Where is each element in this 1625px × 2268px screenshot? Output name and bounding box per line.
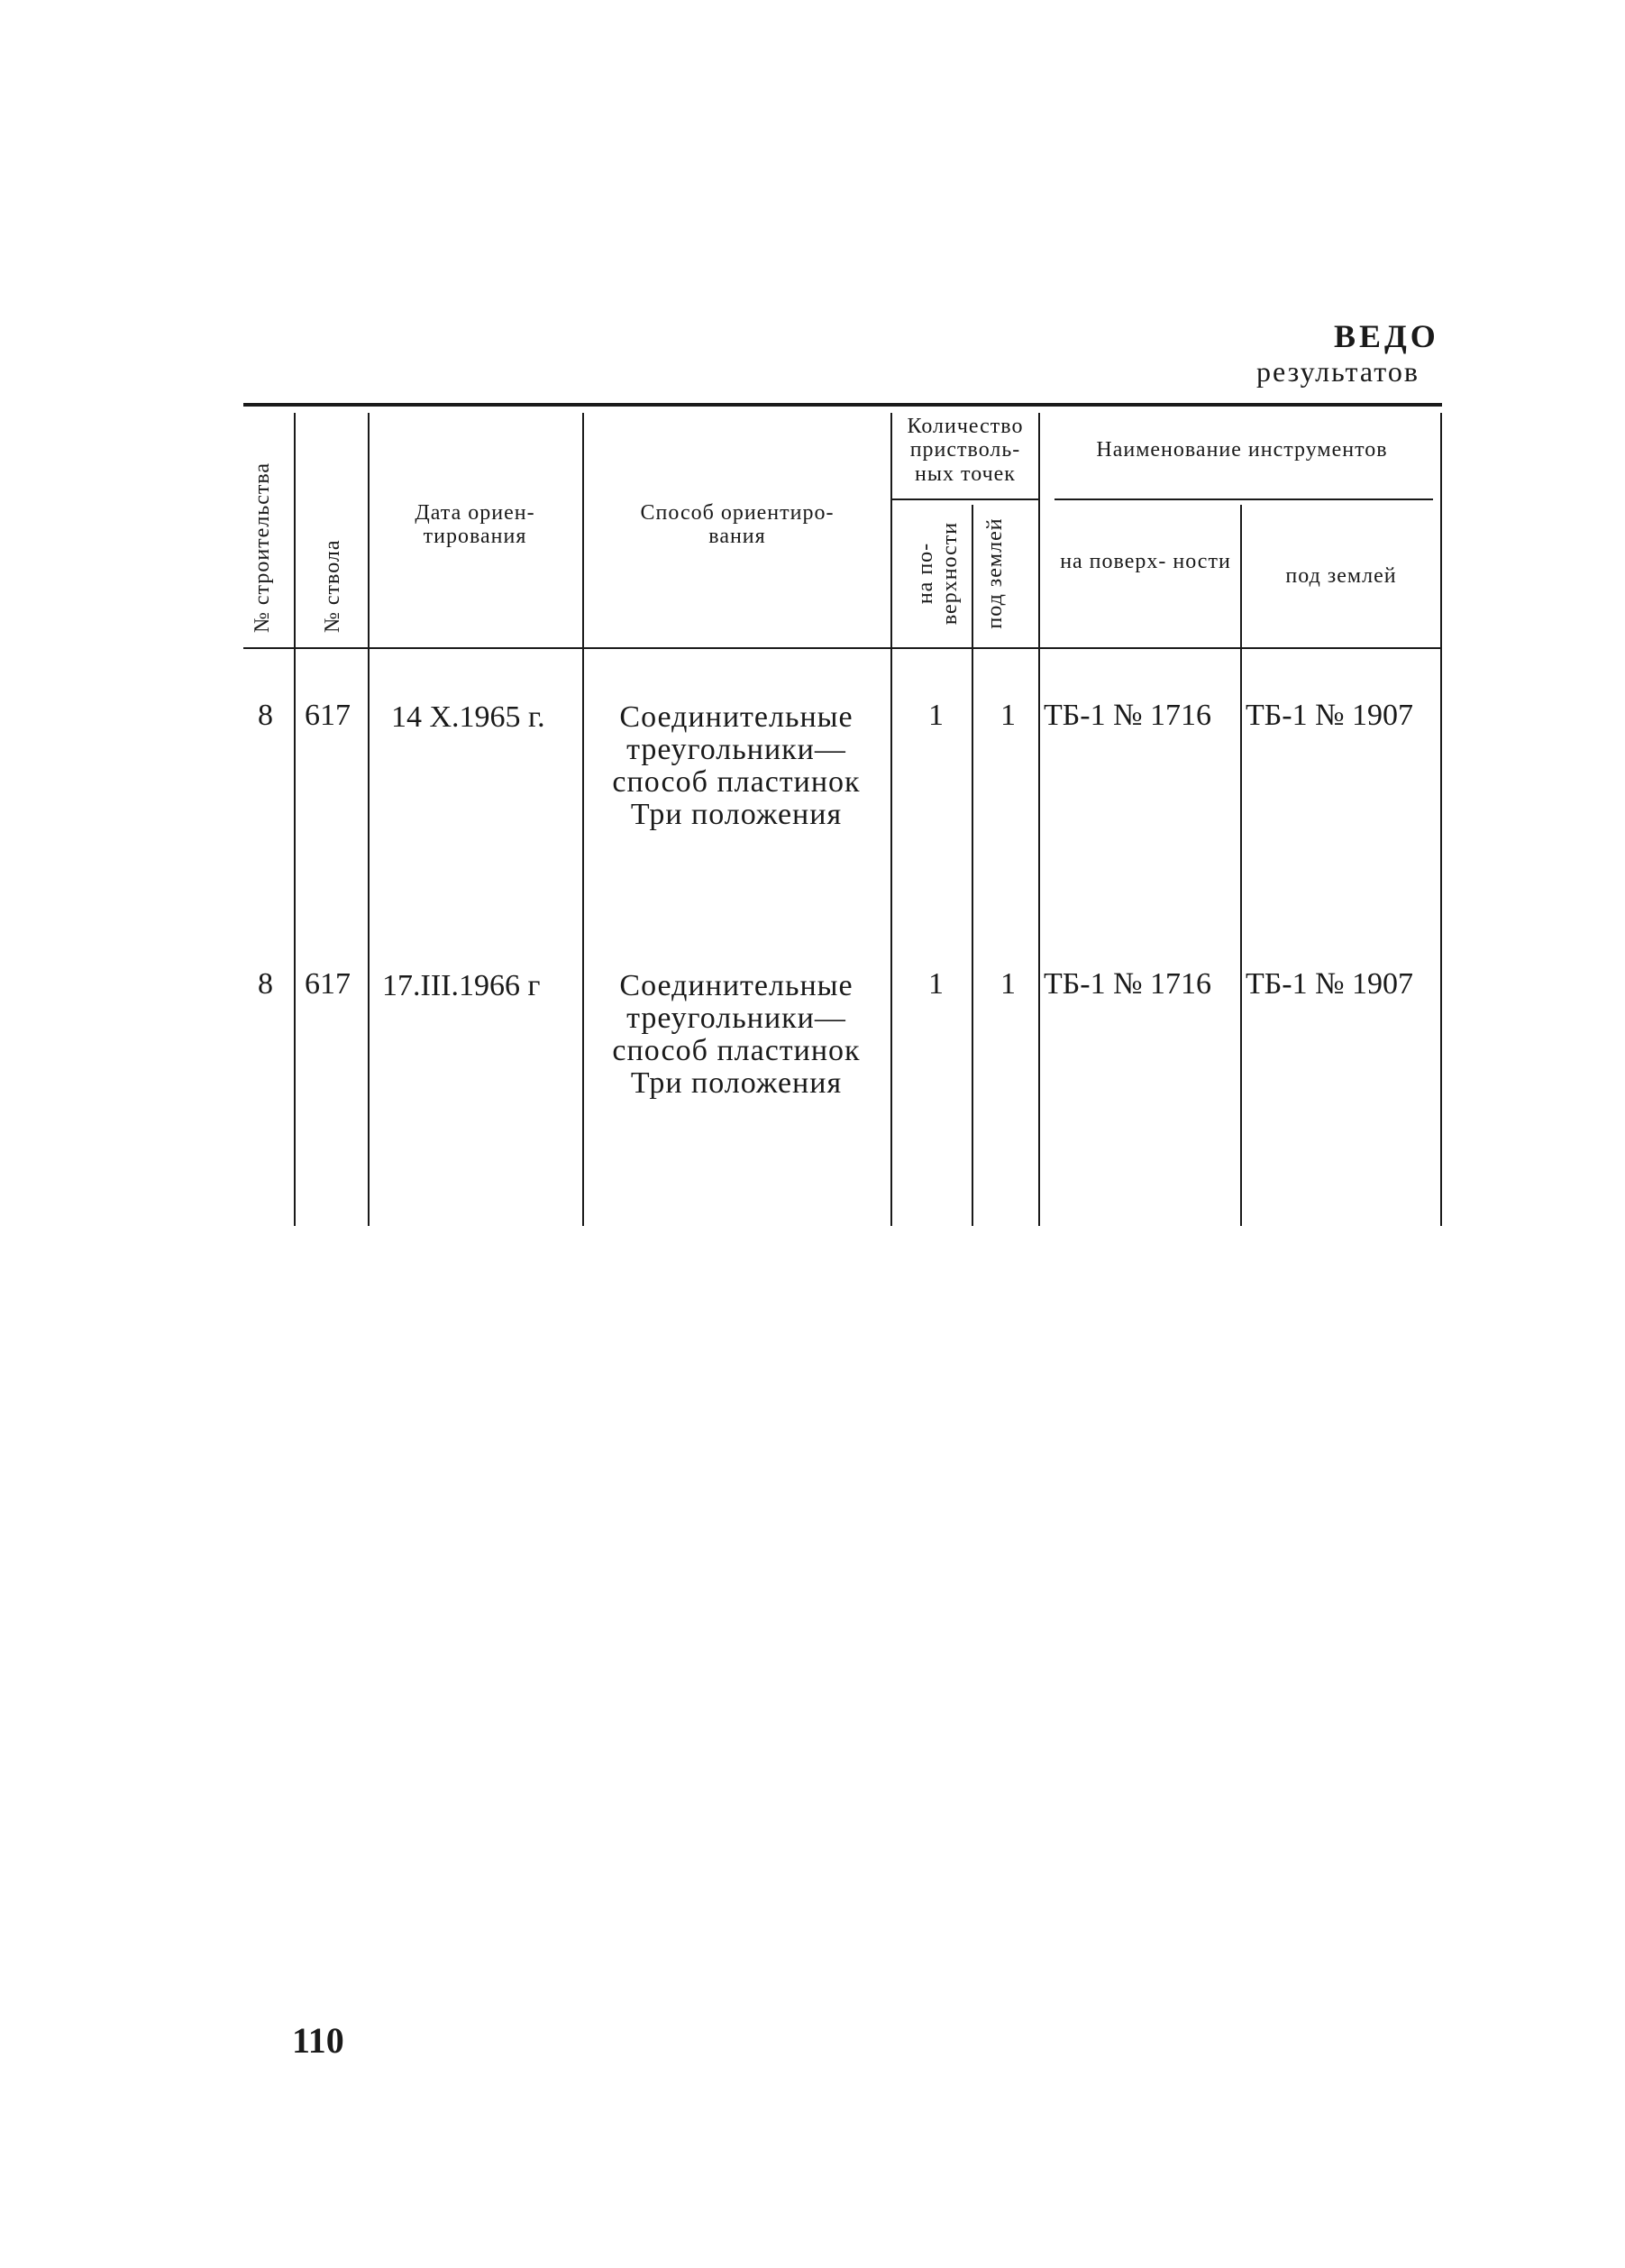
header-method: Способ ориентиро- вания bbox=[640, 501, 835, 549]
header-construction-no: № строительства bbox=[251, 462, 274, 633]
column-divider bbox=[294, 413, 296, 1226]
instruments-subheader-rule bbox=[1054, 498, 1433, 500]
document-subtitle: результатов bbox=[1256, 355, 1420, 388]
header-instruments-group: Наименование инструментов bbox=[1096, 438, 1388, 462]
cell-date: 14 Х.1965 г. bbox=[391, 700, 545, 734]
header-shaft-no: № ствола bbox=[321, 539, 344, 633]
column-divider bbox=[890, 413, 892, 1226]
cell-shaft-no: 617 bbox=[305, 967, 351, 1001]
header-instr-surface: на поверх- ности bbox=[1060, 550, 1231, 573]
cell-method: Соединительные треугольники— способ пластинок Три положения bbox=[612, 700, 861, 831]
cell-points-underground: 1 bbox=[1000, 699, 1016, 732]
table-top-rule bbox=[243, 403, 1442, 407]
cell-instr-surface: ТБ-1 № 1716 bbox=[1044, 699, 1212, 732]
cell-shaft-no: 617 bbox=[305, 699, 351, 732]
cell-instr-surface: ТБ-1 № 1716 bbox=[1044, 967, 1212, 1001]
cell-method: Соединительные треугольники— способ пластинок Три положения bbox=[612, 969, 861, 1100]
points-subheader-rule bbox=[890, 498, 1038, 500]
column-divider bbox=[1240, 505, 1242, 1226]
cell-instr-underground: ТБ-1 № 1907 bbox=[1246, 699, 1414, 732]
column-divider bbox=[1440, 413, 1442, 1226]
column-divider bbox=[368, 413, 370, 1226]
cell-points-surface: 1 bbox=[928, 967, 944, 1001]
cell-construction-no: 8 bbox=[258, 699, 273, 732]
header-date: Дата ориен- тирования bbox=[415, 501, 535, 549]
cell-instr-underground: ТБ-1 № 1907 bbox=[1246, 967, 1414, 1001]
cell-date: 17.III.1966 г bbox=[382, 969, 541, 1002]
header-bottom-rule bbox=[243, 647, 1442, 649]
header-points-surface: на по- верхности bbox=[914, 521, 962, 626]
header-instr-underground: под землей bbox=[1285, 564, 1397, 588]
cell-points-underground: 1 bbox=[1000, 967, 1016, 1001]
cell-points-surface: 1 bbox=[928, 699, 944, 732]
document-title: ВЕДО bbox=[1334, 318, 1439, 354]
column-divider bbox=[582, 413, 584, 1226]
column-divider bbox=[1038, 413, 1040, 1226]
column-divider bbox=[972, 505, 973, 1226]
header-points-group: Количество пристволь- ных точек bbox=[907, 415, 1024, 486]
page-number: 110 bbox=[292, 2020, 344, 2061]
cell-construction-no: 8 bbox=[258, 967, 273, 1001]
header-points-underground: под землей bbox=[983, 517, 1007, 629]
